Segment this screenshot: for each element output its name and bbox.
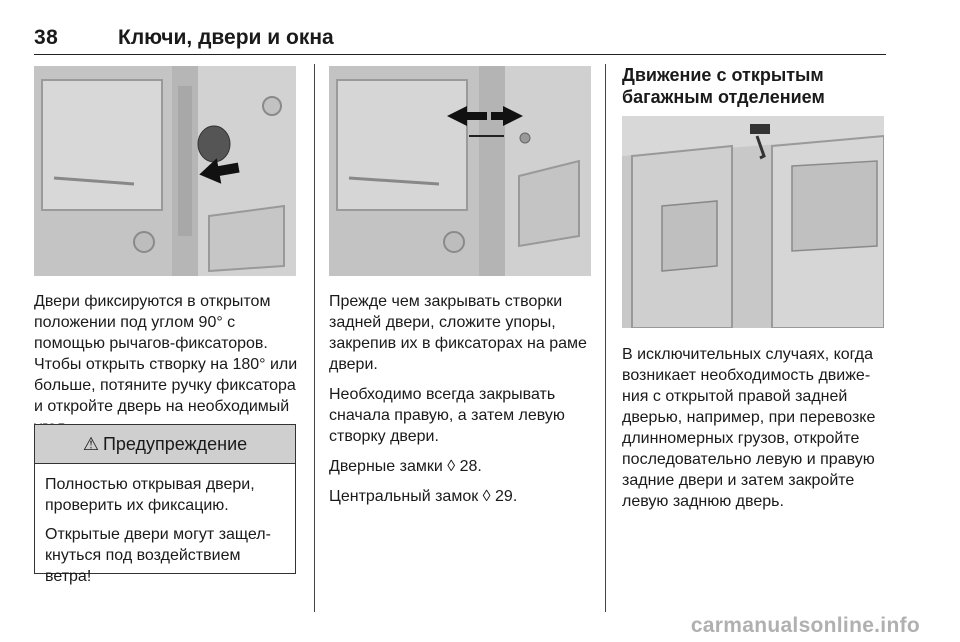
- column-divider-2: [605, 64, 606, 612]
- warning-body: [35, 464, 295, 587]
- warning-paragraph-2: Открытые двери могут защел-кнуться под воздействием ветра!: [45, 526, 271, 585]
- warning-box: [34, 424, 296, 585]
- watermark: carmanualsonline.info: [690, 614, 920, 637]
- warning-triangle-icon: ⚠: [82, 433, 99, 454]
- figure-door-lever: [34, 66, 296, 276]
- page-number: 38: [34, 26, 59, 49]
- warning-header: [35, 425, 295, 464]
- paragraph-fold-stops: Прежде чем закрывать створки задней двери, сложите упоры, закрепив их в фиксаторах на раме двери.: [329, 293, 587, 373]
- warning-paragraph-1: Полностью открывая двери, проверить их фиксацию.: [45, 476, 255, 514]
- warning-title: Предупреждение: [102, 433, 248, 454]
- column3-text: [622, 344, 886, 521]
- paragraph-door-fixing: Двери фиксируются в открытом положении под углом 90° с помощью рычагов-фиксаторов. Чтобы открыть створку на 180° или больше, потяните ручку фиксатора и откройте дверь на необходимый: [34, 293, 298, 415]
- column-divider-1: [314, 64, 315, 612]
- column2-text: [329, 291, 595, 516]
- paragraph-close-order: Необходимо всегда закрывать сначала правую, а затем левую створку двери.: [329, 386, 565, 445]
- link-central-lock[interactable]: Центральный замок ◊ 29.: [329, 488, 518, 505]
- page-header: [34, 26, 886, 55]
- figure-door-stops: [329, 66, 591, 276]
- section-title: Ключи, двери и окна: [118, 26, 334, 49]
- figure-cargo-open: [622, 116, 884, 328]
- link-door-locks[interactable]: Дверные замки ◊ 28.: [329, 458, 482, 475]
- subsection-heading: Движение с открытым багажным отделением: [622, 65, 825, 107]
- paragraph-driving-open: В исключительных случаях, когда возникает необходимость движе-ния с открытой правой задней дверью, например, при перевозке длинномерных грузов, откройте последовательно левую и правую задние двери и затем закройте левую заднюю дверь.: [622, 346, 876, 510]
